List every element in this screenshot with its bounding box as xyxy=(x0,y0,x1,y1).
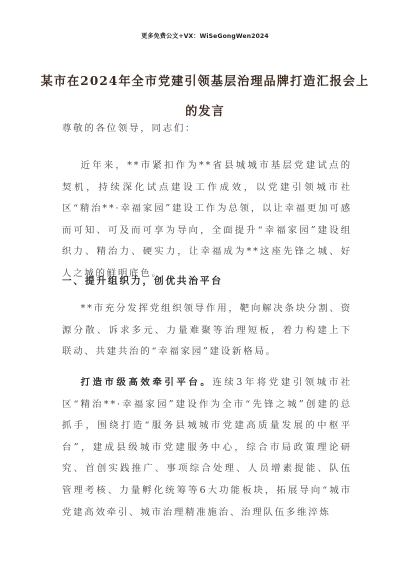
header-note: 更多免费公文+VX：WiSeGongWen2024 xyxy=(141,33,269,40)
paragraph-lead-bold: 打造市级高效牵引平台。 xyxy=(80,377,213,388)
paragraph-section1-2 xyxy=(62,372,352,523)
paragraph-section1-1: **市充分发挥党组织领导作用，靶向解决条块分割、资源分散、诉求多元、力量难聚等治理短板，着力构建上下联动、共建共治的“幸福家园”建设新格局。 xyxy=(62,303,352,358)
document-title: 某市在2024年全市党建引领基层治理品牌打造汇报会上的发言 xyxy=(40,74,370,118)
paragraph-intro: 近年来，**市紧扣作为**省县城城市基层党建试点的契机，持续深化试点建设工作成效，以党建引领城市社区“精治**·幸福家园”建设工作为总领，以让幸福更加可感而可知、可及而可享为导向，全面提升“幸福家园”建设组织力、精治力、硬实力，让幸福成为**这座先锋之城、好人之城的鲜明底色。 xyxy=(62,160,352,279)
section-heading-1: 一、提升组织力，创优共治平台 xyxy=(62,276,223,287)
greeting: 尊敬的各位领导，同志们： xyxy=(62,123,197,134)
paragraph-section1-2-body: 连续3年将党建引领城市社区“精治**·幸福家园”建设作为全市“先锋之城”创建的总抓手，围绕打造“服务县城城市党建高质量发展的中枢平台”，建成县级城市党建服务中心，综合市局政策理论研究、首创实践推广、事项综合处理、人员增素提能、队伍管理考核、力量孵化统筹等6大功能板块，拓展导向“城市党建高效牵引、城市治理精准施治、治理队伍多维淬炼 xyxy=(62,377,352,518)
